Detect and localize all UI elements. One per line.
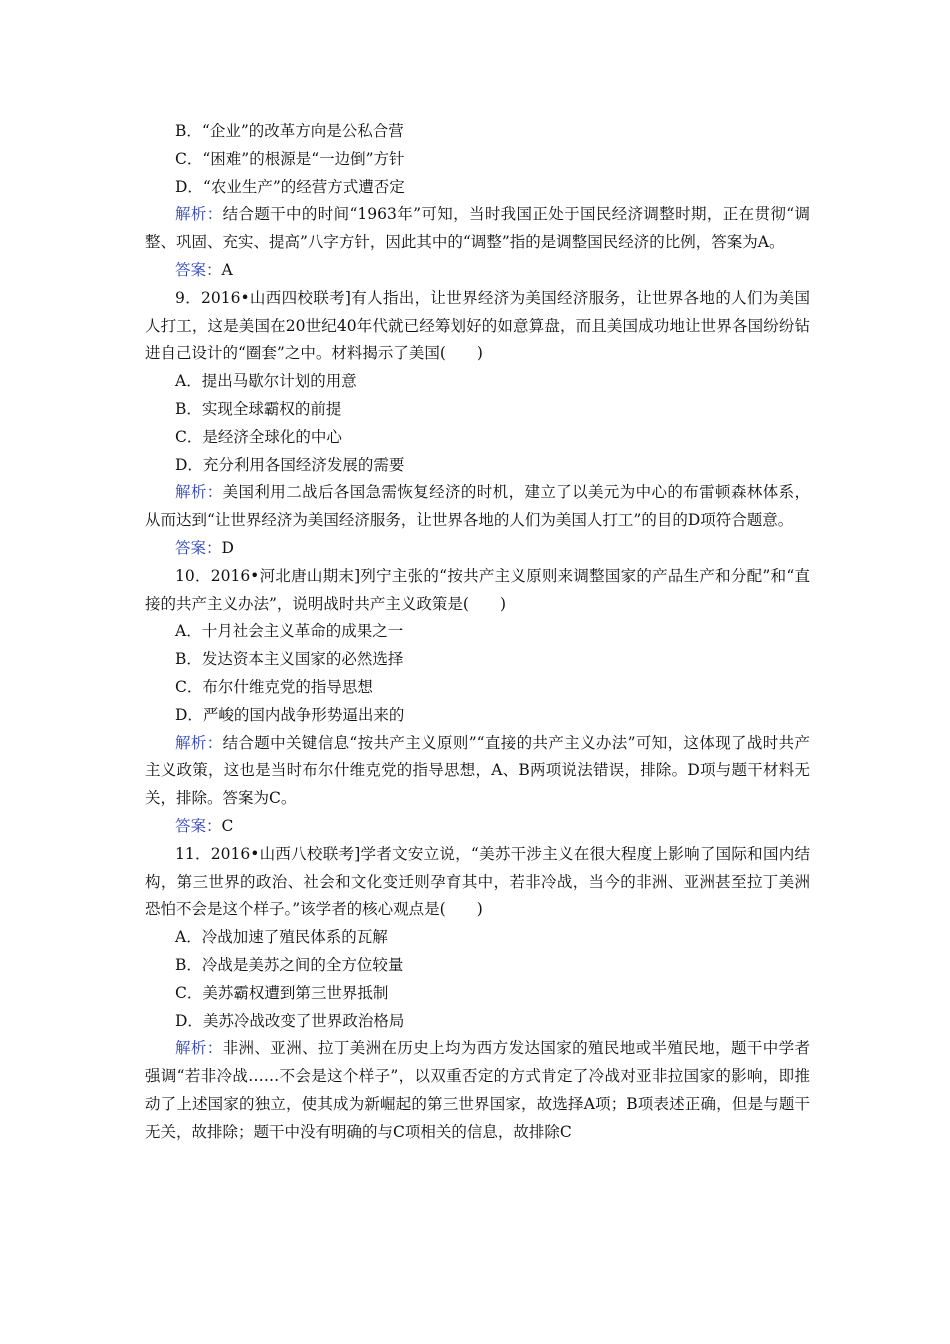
q11-analysis — [145, 1035, 810, 1146]
q8-answer — [145, 257, 810, 285]
q9-analysis-text: 美国利用二战后各国急需恢复经济的时机，建立了以美元为中心的布雷顿森林体系，从而达到“让世界经济为美国经济服务，让世界各地的人们为美国人打工”的目的D项符合题意。 — [145, 483, 810, 530]
q11-option-c: C．美苏霸权遭到第三世界抵制 — [175, 983, 389, 1002]
analysis-label: 解析： — [175, 483, 223, 502]
q8-analysis-text: 结合题干中的时间“1963年”可知，当时我国正处于国民经济调整时期，正在贯彻“调整、巩固、充实、提高”八字方针，因此其中的“调整”指的是调整国民经济的比例，答案为A。 — [145, 205, 810, 252]
q8-answer-value: A — [221, 260, 233, 279]
q9-analysis — [145, 479, 810, 535]
q9-answer — [145, 535, 810, 563]
q9-option-c: C．是经济全球化的中心 — [175, 427, 342, 446]
q11-analysis-text: 非洲、亚洲、拉丁美洲在历史上均为西方发达国家的殖民地或半殖民地，题干中学者强调“若非冷战……不会是这个样子”，以双重否定的方式肯定了冷战对亚非拉国家的影响，即推动了上述国家的独立，使其成为新崛起的第三世界国家，故选择A项；B项表述正确，但是与题干无关，故排除；题干中没有明确的与C项相关的信息，故排除C — [145, 1039, 810, 1141]
analysis-label: 解析： — [175, 733, 223, 752]
q10-option-a: A．十月社会主义革命的成果之一 — [175, 622, 404, 641]
q8-option-b: B．“企业”的改革方向是公私合营 — [175, 122, 404, 140]
q10-analysis-text: 结合题中关键信息“按共产主义原则”“直接的共产主义办法”可知，这体现了战时共产主义政策，这也是当时布尔什维克党的指导思想，A、B两项说法错误，排除。D项与题干材料无关，排除。答案为C。 — [145, 733, 810, 808]
q10-stem: 10．2016•河北唐山期末]列宁主张的“按共产主义原则来调整国家的产品生产和分配”和“直接的共产主义办法”，说明战时共产主义政策是( ) — [145, 566, 810, 613]
q9-option-a: A．提出马歇尔计划的用意 — [175, 372, 357, 391]
q11-option-a: A．冷战加速了殖民体系的瓦解 — [175, 928, 388, 947]
q9-option-b: B．实现全球霸权的前提 — [175, 399, 342, 418]
q9-answer-value: D — [221, 538, 234, 557]
q9-stem: 9．2016•山西四校联考]有人指出，让世界经济为美国经济服务，让世界各地的人们为美国人打工，这是美国在20世纪40年代就已经筹划好的如意算盘，而且美国成功地让世界各国纷纷钻进自己设计的“圈套”之中。材料揭示了美国( ) — [145, 288, 810, 363]
q10-analysis — [145, 730, 810, 813]
q10-option-b: B．发达资本主义国家的必然选择 — [175, 650, 404, 669]
q8-analysis — [145, 201, 810, 257]
q9-option-d: D．充分利用各国经济发展的需要 — [175, 455, 405, 474]
q8-option-d: D．“农业生产”的经营方式遭否定 — [175, 177, 405, 196]
analysis-label: 解析： — [175, 205, 223, 224]
analysis-label: 解析： — [175, 1039, 223, 1058]
answer-label: 答案： — [175, 538, 222, 557]
q11-option-b: B．冷战是美苏之间的全方位较量 — [175, 955, 404, 974]
q11-stem: 11．2016•山西八校联考]学者文安立说，“美苏干涉主义在很大程度上影响了国际和国内结构，第三世界的政治、社会和文化变迁则孕育其中，若非冷战，当今的非洲、亚洲甚至拉丁美洲恐怕不会是这个样子。”该学者的核心观点是( ) — [145, 844, 810, 919]
q10-answer-value: C — [221, 816, 234, 835]
q11-option-d: D．美苏冷战改变了世界政治格局 — [175, 1011, 405, 1030]
document-page — [145, 118, 810, 1146]
q10-option-c: C．布尔什维克党的指导思想 — [175, 677, 373, 696]
answer-label: 答案： — [175, 816, 222, 835]
q10-option-d: D．严峻的国内战争形势逼出来的 — [175, 705, 405, 724]
answer-label: 答案： — [175, 260, 222, 279]
q8-option-c: C．“困难”的根源是“一边倒”方针 — [175, 149, 405, 168]
q10-answer — [145, 813, 810, 841]
